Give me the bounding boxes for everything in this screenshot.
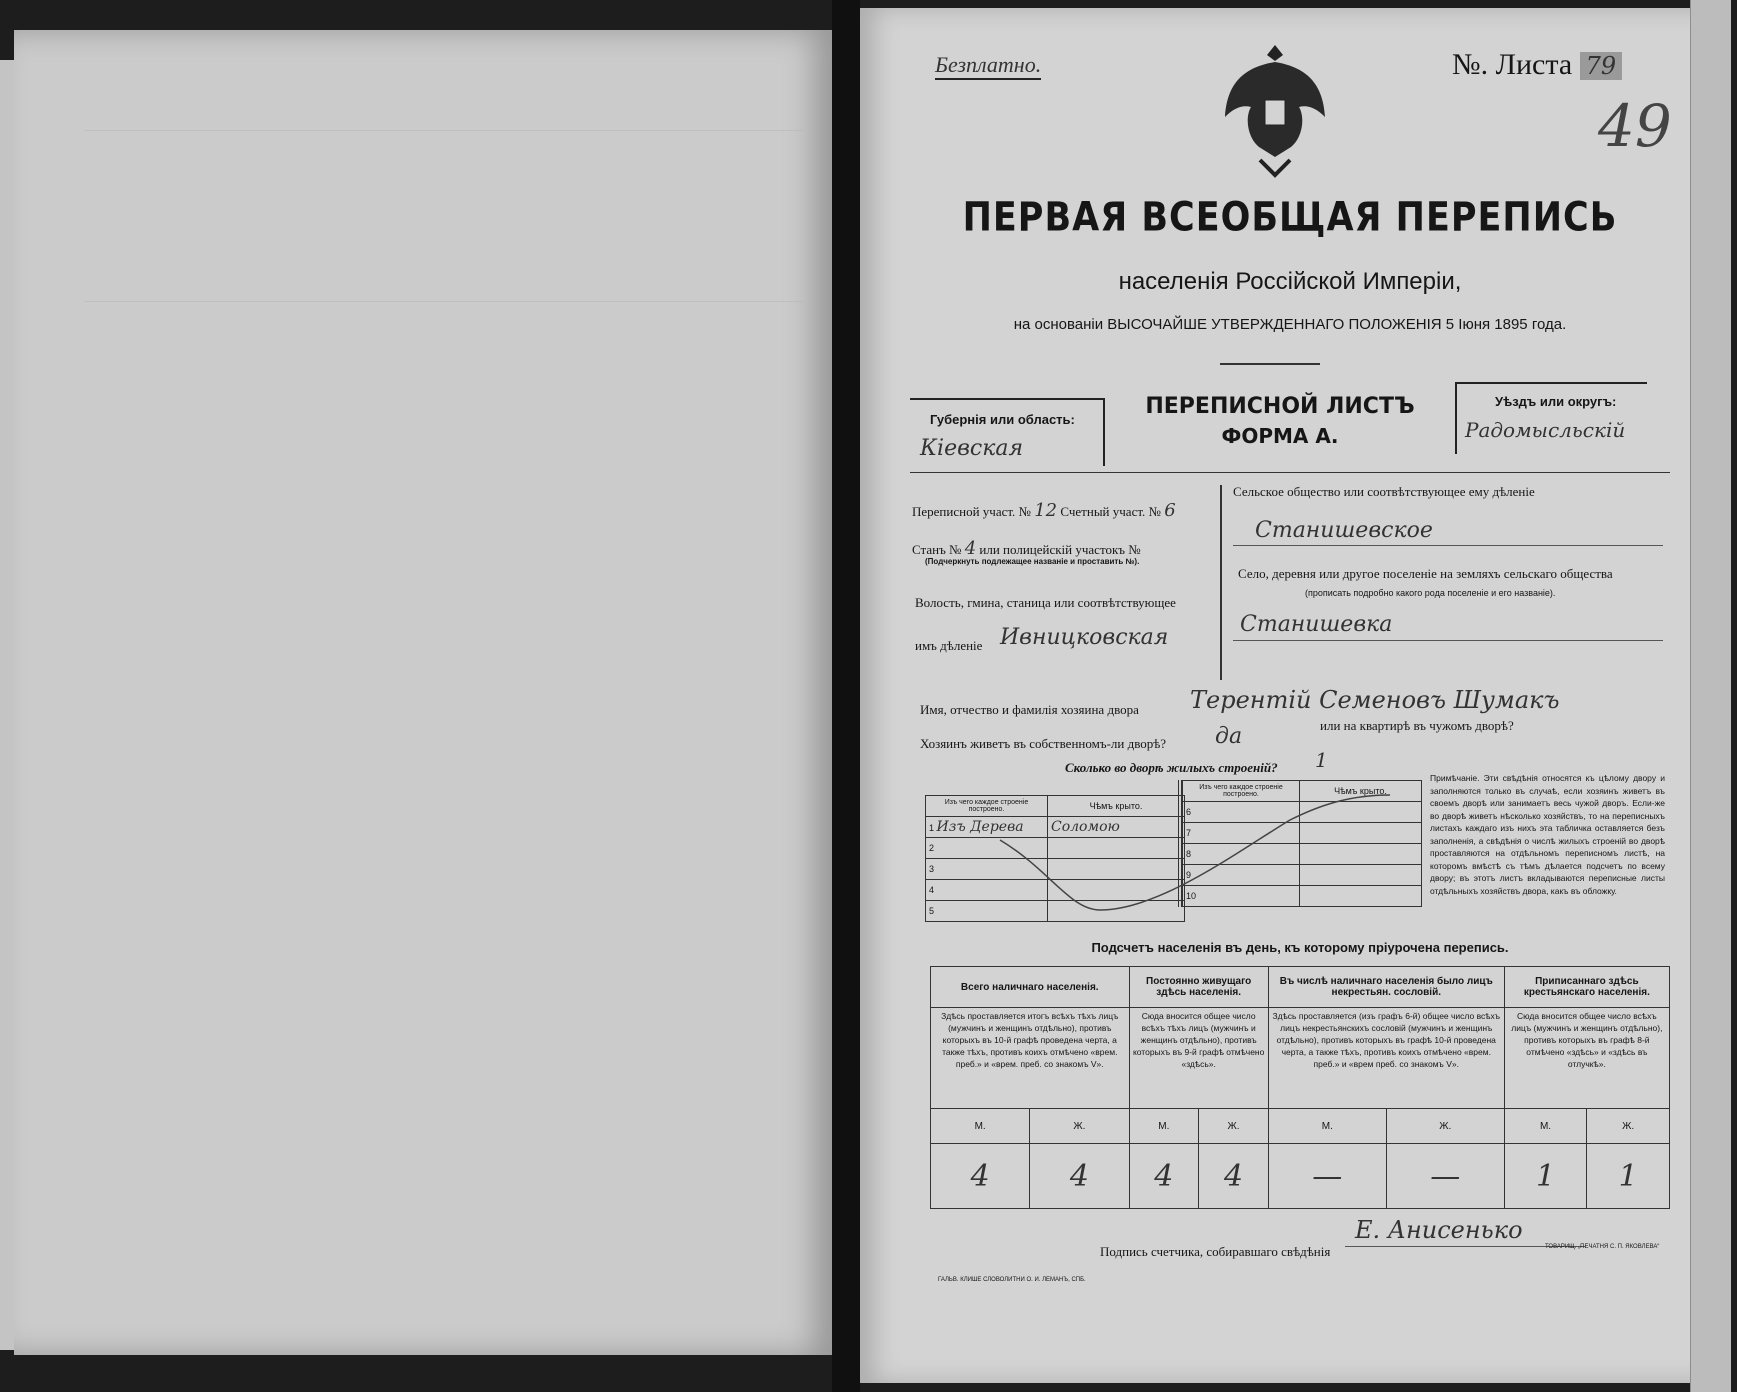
- buildings-value: 1: [1315, 748, 1328, 772]
- volost-label-line2: имъ дѣленіе: [915, 638, 983, 653]
- signature-label: Подпись счетчика, собиравшаго свѣдѣнія: [1100, 1244, 1331, 1259]
- total-population-header: Всего наличнаго населенія.: [931, 967, 1130, 1008]
- underline-note: (Подчеркнуть подлежащее названіе и проставить №).: [925, 557, 1140, 566]
- own-yard-value: да: [1215, 724, 1243, 749]
- ornament-divider: [1220, 363, 1320, 365]
- owner-name-value: Терентій Семеновъ Шумакъ: [1190, 686, 1560, 714]
- free-label: Безплатно.: [935, 52, 1041, 80]
- census-district: [912, 500, 1212, 521]
- census-district-value: 12: [1034, 500, 1058, 521]
- building-row-5: 5: [926, 901, 1048, 922]
- printer-imprint-left: ГАЛЬВ. КЛИШЕ СЛОВОЛИТНИ О. И. ЛЕМАНЪ, СПБ.: [938, 1277, 1086, 1283]
- building-row-1: 1 Изъ Дерева: [926, 817, 1048, 838]
- printer-imprint-right: ТОВАРИЩ. „ПЕЧАТНЯ С. П. ЯКОВЛЕВА“: [1545, 1244, 1660, 1250]
- strike-through-curve: [990, 790, 1400, 920]
- building-row-8: 8: [1183, 844, 1300, 865]
- total-population-desc: Здѣсь проставляется итогъ всѣхъ тѣхъ лицъ (мужчинъ и женщинъ отдѣльно), противъ которыхъ въ 10-й графѣ проведена черта, а также тѣхъ, противъ коихъ отмѣчено «врем. преб.» и «врем. преб. со знакомъ V».: [931, 1008, 1130, 1109]
- gubernia-value: Кіевская: [920, 436, 1024, 461]
- permanent-female-count: 4: [1199, 1144, 1269, 1209]
- owner-name-label: Имя, отчество и фамилія хозяина двора: [920, 702, 1139, 717]
- imperial-eagle-emblem: [1220, 40, 1330, 180]
- permanent-population-desc: Сюда вносится общее число всѣхъ тѣхъ лицъ (мужчинъ и женщинъ отдѣльно), противъ которыхъ въ 9-й графѣ отмѣчено «здѣсь».: [1129, 1008, 1268, 1109]
- gubernia-label: Губернія или область:: [930, 412, 1075, 427]
- village-note: (прописать подробно какого рода поселеніе и его названіе).: [1305, 588, 1556, 598]
- building-row-6: 6: [1183, 802, 1300, 823]
- sheet-number-label: №. Листа: [1452, 48, 1573, 81]
- stan-label: Станъ №: [912, 542, 962, 557]
- column-divider: [1220, 485, 1222, 680]
- uezd-label: Уѣздъ или округъ:: [1495, 394, 1617, 409]
- female-label: Ж.: [1587, 1109, 1670, 1144]
- non-peasant-male-count: —: [1268, 1144, 1386, 1209]
- building-row-7: 7: [1183, 823, 1300, 844]
- male-label: М.: [1268, 1109, 1386, 1144]
- form-variant: ФОРМА А.: [1221, 424, 1339, 448]
- female-label: Ж.: [1030, 1109, 1129, 1144]
- summary-table: [930, 966, 1670, 1209]
- non-peasant-female-count: —: [1386, 1144, 1504, 1209]
- material-header-2: Изъ чего каждое строеніе построено.: [1183, 781, 1300, 802]
- non-peasant-desc: Здѣсь проставляется (изъ графъ 6-й) общее число всѣхъ лицъ некрестьянскихъ сословій (мужчинъ и женщинъ отдѣльно), противъ которыхъ въ графѣ 10-й проведена черта, а также тѣхъ, противъ коихъ отмѣчено «врем. преб.» и «врем преб. со знакомъ V».: [1268, 1008, 1504, 1109]
- registered-peasant-header: Приписаннаго здѣсь крестьянскаго населенія.: [1504, 967, 1669, 1008]
- building-row-10: 10: [1183, 886, 1300, 907]
- sheet-number-value: 79: [1580, 52, 1623, 80]
- registered-female-count: 1: [1587, 1144, 1670, 1209]
- counting-district-value: 6: [1164, 500, 1176, 521]
- own-yard-label: Хозяинъ живетъ въ собственномъ-ли дворѣ?: [920, 736, 1167, 751]
- building-row-3: 3: [926, 859, 1048, 880]
- form-name: ПЕРЕПИСНОЙ ЛИСТЪ: [1145, 394, 1415, 419]
- permanent-population-header: Постоянно живущаго здѣсь населенія.: [1129, 967, 1268, 1008]
- society-underline: [1233, 545, 1663, 546]
- village-label: Село, деревня или другое поселеніе на земляхъ сельскаго общества: [1238, 566, 1613, 581]
- archive-page-number: 49: [1598, 92, 1672, 160]
- bleed-through-text: [84, 130, 804, 302]
- male-label: М.: [931, 1109, 1030, 1144]
- sheet-number: [1452, 48, 1622, 82]
- total-male-count: 4: [931, 1144, 1030, 1209]
- total-female-count: 4: [1030, 1144, 1129, 1209]
- rented-label: или на квартирѣ въ чужомъ дворѣ?: [1320, 718, 1514, 733]
- note-text: Примѣчаніе. Эти свѣдѣнія относятся къ цѣлому двору и заполняются только въ случаѣ, если хозяинъ живетъ въ своемъ дворѣ или занимаетъ весь чужой дворъ. Если-же во дворѣ живетъ нѣсколько хозяйствъ, то на переписныхъ листахъ каждаго изъ нихъ эта табличка оставляется безъ заполненія, а свѣдѣнія о числѣ жилыхъ строеній во дворѣ проставляются на отдѣльномъ переписномъ листѣ, на которомъ вмѣстѣ съ тѣмъ дѣлается подсчетъ по всему двору; въ этотъ листъ вкладываются переписные листы отдѣльныхъ хозяйствъ двора, какъ въ обложку.: [1430, 773, 1665, 896]
- left-page: [14, 30, 832, 1355]
- volost-value: Ивницковская: [1000, 625, 1169, 650]
- census-district-label: Переписной участ. №: [912, 504, 1031, 519]
- form-title: ПЕРВАЯ ВСЕОБЩАЯ ПЕРЕПИСЬ: [962, 195, 1618, 241]
- village-value: Станишевка: [1240, 612, 1393, 637]
- material-header: Изъ чего каждое строеніе построено.: [926, 796, 1048, 817]
- summary-title: Подсчетъ населенія въ день, къ которому пріурочена перепись.: [1091, 940, 1509, 955]
- female-label: Ж.: [1199, 1109, 1269, 1144]
- non-peasant-header: Въ числѣ наличнаго населенія было лицъ некрестьян. сословій.: [1268, 967, 1504, 1008]
- roof-header-2: Чѣмъ крыто.: [1300, 781, 1422, 802]
- enumerator-signature: Е. Анисенько: [1355, 1216, 1523, 1244]
- legal-basis: на основаніи ВЫСОЧАЙШЕ УТВЕРЖДЕННАГО ПОЛОЖЕНІЯ 5 Іюня 1895 года.: [1013, 316, 1567, 333]
- registered-peasant-desc: Сюда вносится общее число всѣхъ лицъ (мужчинъ и женщинъ отдѣльно), противъ которыхъ въ графѣ 8-й отмѣчено «здѣсь» и «здѣсь въ отлучкѣ».: [1504, 1008, 1669, 1109]
- stan-value: 4: [964, 538, 977, 559]
- building-row-2: 2: [926, 838, 1048, 859]
- male-label: М.: [1504, 1109, 1587, 1144]
- village-underline: [1233, 640, 1663, 641]
- society-label: Сельское общество или соотвѣтствующее ему дѣленіе: [1233, 484, 1535, 499]
- row1-material: Изъ Дерева: [936, 819, 1024, 835]
- building-row-4: 4: [926, 880, 1048, 901]
- roof-header: Чѣмъ крыто.: [1048, 796, 1185, 817]
- society-value: Станишевское: [1255, 518, 1433, 543]
- registered-male-count: 1: [1504, 1144, 1587, 1209]
- permanent-male-count: 4: [1129, 1144, 1199, 1209]
- form-subtitle: населенія Россійской Имперіи,: [1118, 268, 1462, 295]
- female-label: Ж.: [1386, 1109, 1504, 1144]
- uezd-value: Радомысльскій: [1465, 418, 1626, 442]
- male-label: М.: [1129, 1109, 1199, 1144]
- buildings-label: Сколько во дворѣ жилыхъ строеній?: [1065, 760, 1278, 775]
- volost-label-line1: Волость, гмина, станица или соотвѣтствующее: [915, 595, 1176, 610]
- book-gutter: [832, 0, 860, 1392]
- counting-district-label: Счетный участ. №: [1060, 504, 1161, 519]
- building-row-9: 9: [1183, 865, 1300, 886]
- police-district-label: или полицейскій участокъ №: [979, 542, 1141, 557]
- header-rule: [910, 472, 1670, 473]
- row1-roof: Соломою: [1051, 819, 1120, 835]
